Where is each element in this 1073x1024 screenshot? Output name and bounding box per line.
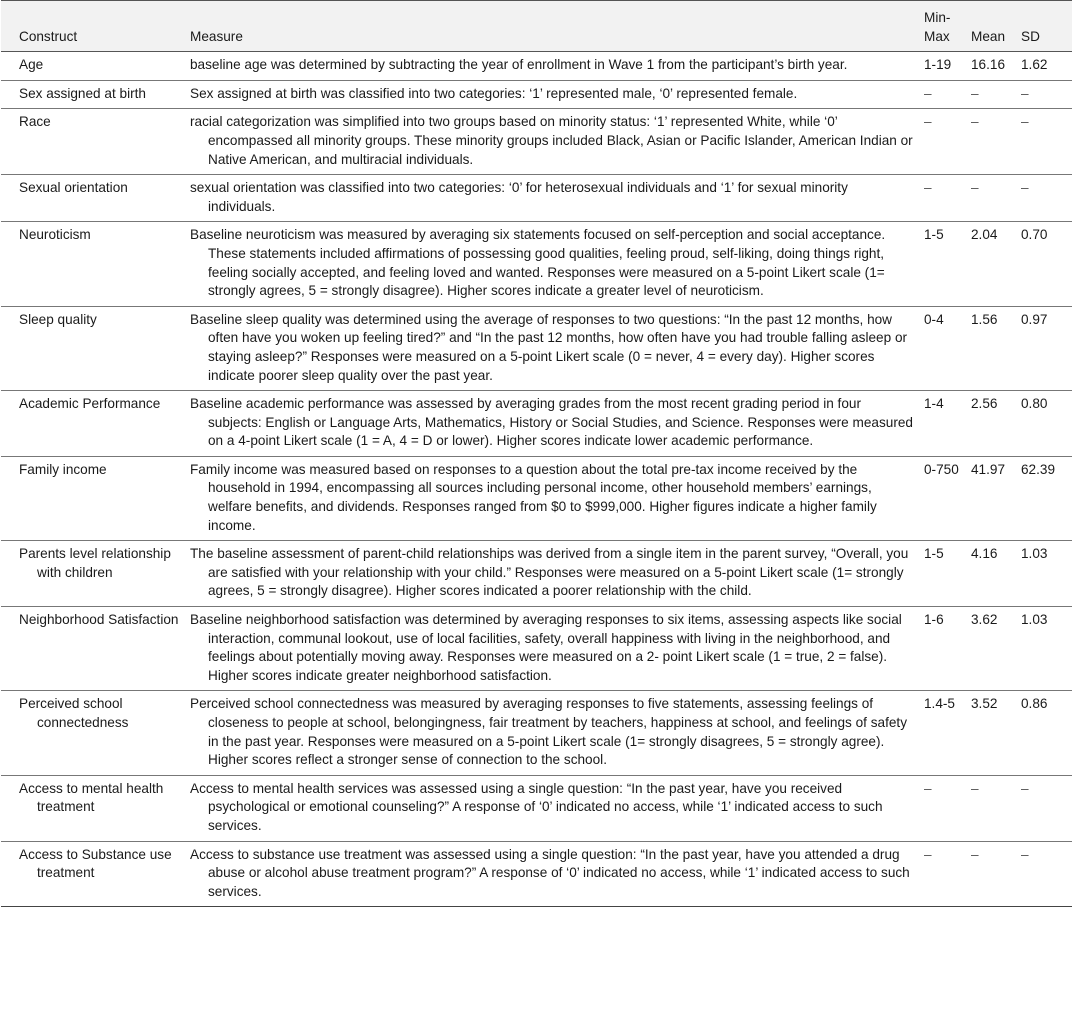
mean-cell: 2.56 [971,396,998,412]
minmax-cell: – [924,846,932,862]
measures-table [1,0,1072,907]
construct-cell: Age [19,57,44,73]
measure-cell: sexual orientation was classified into two categories: ‘0’ for heterosexual individuals and ‘1’ for sexual minority individuals. [190,180,848,214]
mean-cell: 1.56 [971,311,998,327]
mean-cell: – [971,780,979,796]
construct-cell: Family income [19,461,107,477]
measure-cell: racial categorization was simplified into two groups based on minority status: ‘1’ represented White, while ‘0’ encompassed all minority groups. These minority groups included Black, Asian or Pacific Islander, American Indian or Native American, and multiracial individuals. [190,114,913,167]
table-row [1,391,1072,457]
measure-cell: The baseline assessment of parent-child relationships was derived from a single item in the parent survey, “Overall, you are satisfied with your relationship with your child.” Responses were measured on a 5-point Likert scale (1= strongly agrees, 5 = strongly disagree). Higher scores indicated a poorer relationship with the child. [190,546,909,599]
minmax-cell: 0-750 [924,461,959,477]
mean-cell: 3.52 [971,696,998,712]
header-sd: SD [1021,28,1040,44]
construct-cell: Access to Substance use treatment [19,846,172,881]
mean-cell: – [971,114,979,130]
construct-cell: Neighborhood Satisfaction [19,612,179,628]
measure-cell: Baseline sleep quality was determined using the average of responses to two questions: “In the past 12 months, how often have you woken up feeling tired?” and “In the past 12 months, how often have you had trouble falling asleep or staying asleep?” Responses were measured on a 5-point Likert scale (0 = never, 4 = every day). Higher scores indicate poorer sleep quality over the past year. [190,311,908,383]
table-row [1,691,1072,775]
header-minmax: Min-Max [924,10,951,44]
header-mean: Mean [971,28,1006,44]
construct-cell: Sex assigned at birth [19,85,146,101]
header-row [1,1,1072,52]
construct-cell: Sleep quality [19,311,97,327]
minmax-cell: 1-19 [924,57,952,73]
measure-cell: Baseline neuroticism was measured by averaging six statements focused on self-perception and social acceptance. These statements included affirmations of possessing good qualities, feeling proud, self-liking, doing things right, feeling socially accepted, and feeling loved and wanted. Responses were measured on a 5-point Likert scale (1= strongly agrees, 5 = strongly disagree). Higher scores indicate a greater level of neuroticism. [190,227,886,299]
sd-cell: 0.70 [1021,227,1048,243]
minmax-cell: – [924,114,932,130]
mean-cell: 4.16 [971,546,998,562]
construct-cell: Academic Performance [19,396,161,412]
table-row [1,80,1072,109]
table-row [1,52,1072,81]
construct-cell: Parents level relationship with children [19,546,171,580]
mean-cell: 41.97 [971,461,1006,477]
mean-cell: 3.62 [971,612,998,628]
sd-cell: – [1021,85,1029,101]
header-construct: Construct [19,28,78,44]
mean-cell: – [971,846,979,862]
table-row [1,109,1072,175]
construct-cell: Perceived school connectedness [19,696,129,730]
measure-cell: Perceived school connectedness was measured by averaging responses to five statements, assessing feelings of closeness to people at school, belongingness, fair treatment by teachers, happiness at school, and feelings of safety in the past year. Responses were measured on a 5-point Likert scale (1= strongly disagrees, 5 = strongly agree). Higher scores reflect a stronger sense of connection to the school. [190,696,907,768]
table-row [1,541,1072,607]
measure-cell: Baseline academic performance was assessed by averaging grades from the most recent grading period in four subjects: English or Language Arts, Mathematics, History or Social Studies, and Science. Responses were measured on a 4-point Likert scale (1 = A, 4 = D or lower). Higher scores indicate lower academic performance. [190,396,913,449]
minmax-cell: 1.4-5 [924,696,955,712]
table-body [1,52,1072,907]
mean-cell: – [971,180,979,196]
measure-cell: Access to mental health services was assessed using a single question: “In the past year, have you received psychological or emotional counseling?” A response of ‘0’ indicated no access, while ‘1’ indicated access to such services. [190,780,883,833]
construct-cell: Sexual orientation [19,180,128,196]
measure-cell: baseline age was determined by subtracting the year of enrollment in Wave 1 from the participant’s birth year. [190,57,848,73]
sd-cell: 62.39 [1021,461,1056,477]
table-row [1,775,1072,841]
table-header [1,1,1072,52]
sd-cell: 1.62 [1021,57,1048,73]
table-row [1,306,1072,390]
minmax-cell: 1-5 [924,227,944,243]
construct-cell: Access to mental health treatment [19,780,164,815]
minmax-cell: – [924,180,932,196]
measure-cell: Access to substance use treatment was assessed using a single question: “In the past year, have you attended a drug abuse or alcohol abuse treatment program?” A response of ‘0’ indicated no access, while ‘1’ indicated access to such services. [190,846,910,899]
table-row [1,222,1072,306]
sd-cell: 1.03 [1021,546,1048,562]
sd-cell: 0.86 [1021,696,1048,712]
minmax-cell: 0-4 [924,311,944,327]
sd-cell: 0.97 [1021,311,1048,327]
sd-cell: 1.03 [1021,612,1048,628]
measure-cell: Baseline neighborhood satisfaction was determined by averaging responses to six items, assessing aspects like social interaction, communal lookout, use of local facilities, safety, overall happiness with living in the neighborhood, and feelings about potentially moving away. Responses were measured on a 2- point Likert scale (1 = true, 2 = false). Higher scores indicate greater neighborhood satisfaction. [190,612,902,683]
sd-cell: – [1021,846,1029,862]
construct-cell: Race [19,114,51,130]
construct-cell: Neuroticism [19,227,91,243]
measure-cell: Sex assigned at birth was classified into two categories: ‘1’ represented male, ‘0’ represented female. [190,85,798,101]
sd-cell: 0.80 [1021,396,1048,412]
table-row [1,607,1072,691]
minmax-cell: 1-4 [924,396,944,412]
mean-cell: – [971,85,979,101]
mean-cell: 16.16 [971,57,1006,73]
mean-cell: 2.04 [971,227,998,243]
sd-cell: – [1021,780,1029,796]
sd-cell: – [1021,114,1029,130]
header-measure: Measure [190,28,243,44]
minmax-cell: – [924,85,932,101]
table-row [1,175,1072,222]
measure-cell: Family income was measured based on responses to a question about the total pre-tax income received by the household in 1994, encompassing all sources including personal income, other household members’ earnings, welfare benefits, and dividends. Responses ranged from $0 to $999,000. Higher figures indicate a higher family income. [190,461,877,533]
table-row [1,841,1072,907]
table-row [1,456,1072,540]
sd-cell: – [1021,180,1029,196]
minmax-cell: 1-5 [924,546,944,562]
minmax-cell: 1-6 [924,612,944,628]
minmax-cell: – [924,780,932,796]
